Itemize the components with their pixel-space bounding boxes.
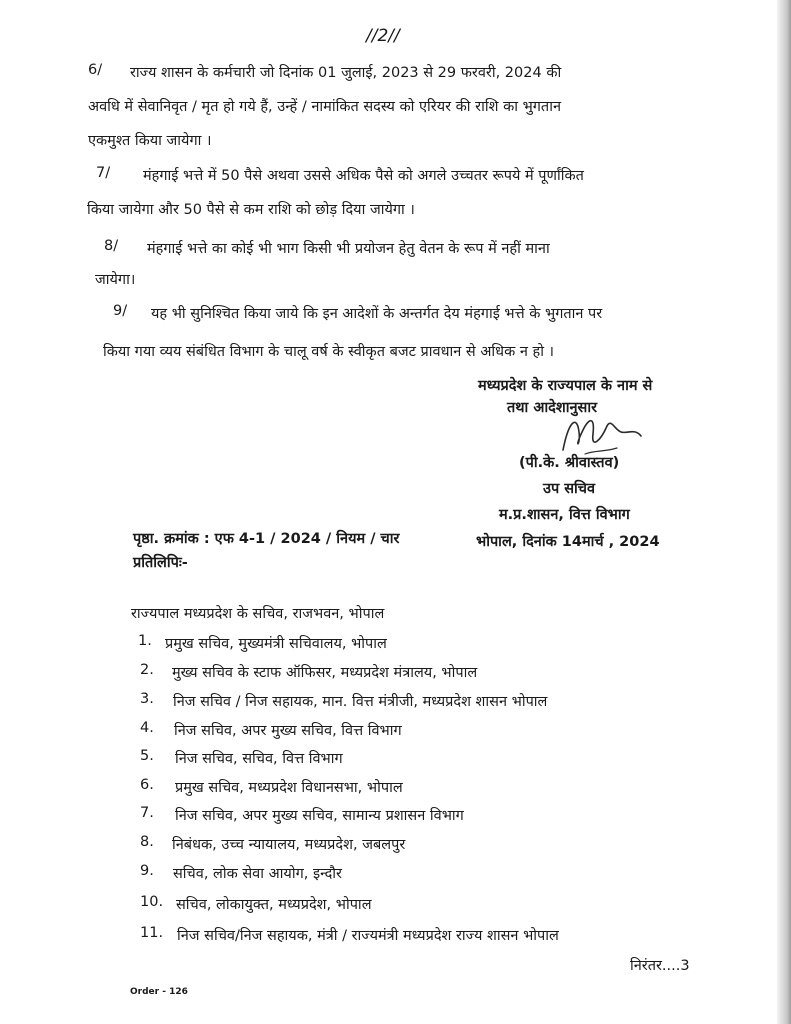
list-item-text: निबंधक, उच्च न्यायालय, मध्यप्रदेश, जबलपुर	[172, 837, 406, 853]
scan-page-edge	[777, 0, 791, 1024]
copy-to-label: प्रतिलिपिः-	[133, 555, 188, 571]
paragraph-line: किया गया व्यय संबंधित विभाग के चालू वर्ष के स्वीकृत बजट प्रावधान से अधिक न हो ।	[103, 344, 555, 360]
list-item-text: प्रमुख सचिव, मध्यप्रदेश विधानसभा, भोपाल	[175, 780, 403, 796]
continued-note: निरंतर....3	[630, 958, 690, 974]
signatory-designation: उप सचिव	[543, 481, 596, 497]
list-item-text: मुख्य सचिव के स्टाफ ऑफिसर, मध्यप्रदेश मंत्रालय, भोपाल	[172, 665, 478, 681]
list-item-number: 5.	[140, 748, 154, 764]
paragraph-number: 8/	[104, 238, 119, 254]
paragraph-line: मंहगाई भत्ते का कोई भी भाग किसी भी प्रयोजन हेतु वेतन के रूप में नहीं माना	[147, 241, 550, 257]
page-number: //2//	[366, 26, 400, 46]
list-item-number: 3.	[140, 691, 154, 707]
list-item-number: 2.	[140, 662, 154, 678]
list-item-text: निज सचिव, अपर मुख्य सचिव, सामान्य प्रशासन विभाग	[175, 808, 464, 824]
paragraph-line: किया जायेगा और 50 पैसे से कम राशि को छोड़ दिया जायेगा ।	[87, 202, 415, 218]
list-item-number: 11.	[140, 925, 164, 941]
list-item-number: 10.	[140, 894, 164, 910]
authority-line: मध्यप्रदेश के राज्यपाल के नाम से	[478, 378, 653, 394]
paragraph-number: 6/	[88, 62, 103, 78]
list-item-number: 1.	[138, 633, 152, 649]
signatory-department: म.प्र.शासन, वित्त विभाग	[499, 507, 630, 523]
paragraph-line: राज्य शासन के कर्मचारी जो दिनांक 01 जुलाई, 2023 से 29 फरवरी, 2024 की	[130, 65, 562, 81]
paragraph-line: यह भी सुनिश्चित किया जाये कि इन आदेशों के अन्तर्गत देय मंहगाई भत्ते के भुगतान पर	[151, 306, 603, 322]
paragraph-number: 9/	[113, 303, 128, 319]
list-item-text: प्रमुख सचिव, मुख्यमंत्री सचिवालय, भोपाल	[165, 636, 387, 652]
paragraph-number: 7/	[96, 165, 111, 181]
endorsement-number: पृष्ठा. क्रमांक : एफ 4-1 / 2024 / नियम / चार	[133, 531, 400, 547]
list-item-text: सचिव, लोकायुक्त, मध्यप्रदेश, भोपाल	[176, 897, 372, 913]
list-item-number: 9.	[140, 863, 154, 879]
recipient-intro: राज्यपाल मध्यप्रदेश के सचिव, राजभवन, भोपाल	[131, 606, 385, 622]
list-item-text: निज सचिव, अपर मुख्य सचिव, वित्त विभाग	[174, 723, 402, 739]
list-item-text: निज सचिव / निज सहायक, मान. वित्त मंत्रीजी, मध्यप्रदेश शासन भोपाल	[173, 694, 548, 710]
list-item-number: 8.	[140, 834, 154, 850]
list-item-text: निज सचिव/निज सहायक, मंत्री / राज्यमंत्री मध्यप्रदेश राज्य शासन भोपाल	[177, 928, 559, 944]
footer-order-code: Order - 126	[130, 987, 188, 997]
paragraph-line: अवधि में सेवानिवृत / मृत हो गये हैं, उन्हें / नामांकित सदस्य को एरियर की राशि का भुगतान	[88, 99, 561, 115]
list-item-number: 4.	[140, 720, 154, 736]
authority-line: तथा आदेशानुसार	[507, 400, 598, 416]
place-date: भोपाल, दिनांक 14मार्च , 2024	[476, 534, 660, 550]
list-item-number: 7.	[140, 805, 154, 821]
list-item-text: निज सचिव, सचिव, वित्त विभाग	[175, 751, 343, 767]
paragraph-line: जायेगा।	[95, 272, 136, 288]
list-item-text: सचिव, लोक सेवा आयोग, इन्दौर	[173, 866, 342, 882]
signatory-name: (पी.के. श्रीवास्तव)	[519, 455, 620, 471]
paragraph-line: एकमुश्त किया जायेगा ।	[88, 133, 212, 149]
paragraph-line: मंहगाई भत्ते में 50 पैसे अथवा उससे अधिक पैसे को अगले उच्चतर रूपये में पूर्णांकित	[143, 168, 584, 184]
list-item-number: 6.	[140, 777, 154, 793]
